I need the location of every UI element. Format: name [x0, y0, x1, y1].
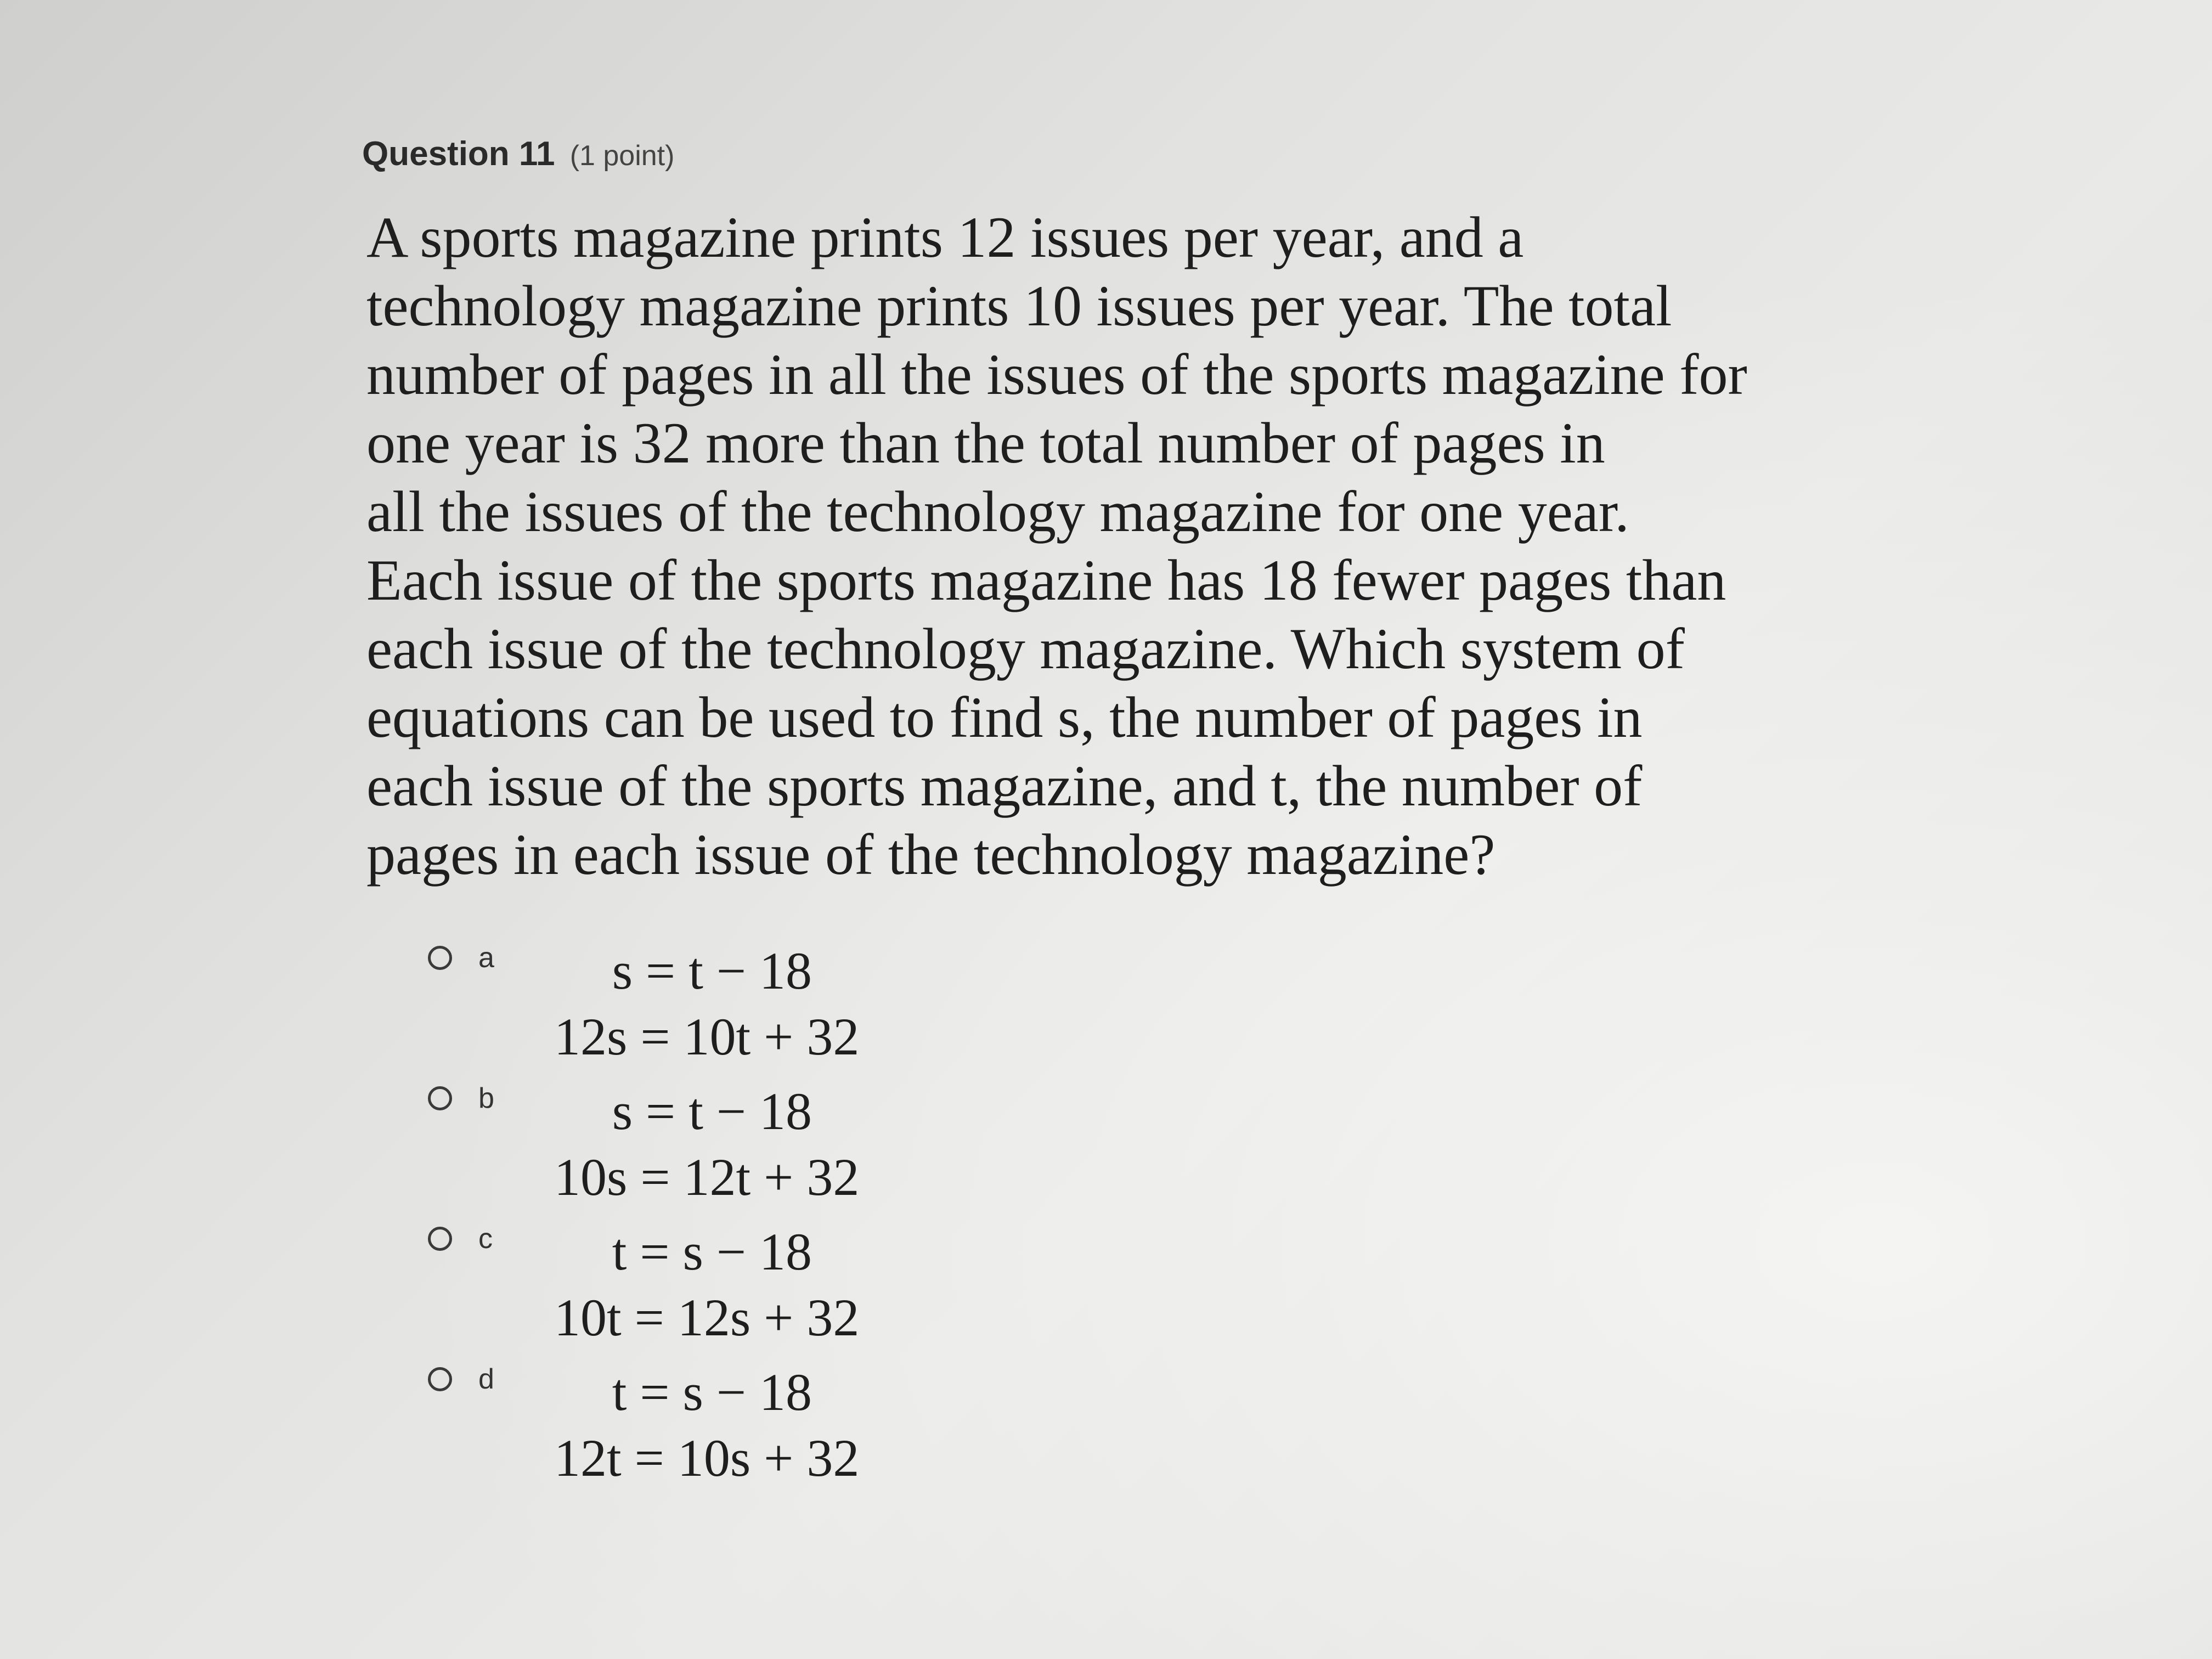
equation: t = s − 18	[612, 1363, 812, 1421]
question-line: pages in each issue of the technology magazine?	[366, 822, 1496, 887]
option-letter: b	[478, 1082, 494, 1114]
equation: 10s = 12t + 32	[554, 1148, 860, 1206]
radio-button-b[interactable]	[428, 1086, 452, 1110]
equation: s = t − 18	[612, 1082, 812, 1141]
radio-button-d[interactable]	[428, 1367, 452, 1391]
question-number: Question 11	[362, 135, 555, 173]
option-letter: c	[478, 1223, 493, 1255]
equation: 12s = 10t + 32	[554, 1007, 860, 1066]
question-text	[366, 203, 1903, 889]
question-line: each issue of the sports magazine, and t, the number of	[366, 754, 1643, 818]
question-line: equations can be used to find s, the number of pages in	[366, 685, 1643, 749]
equation-system	[554, 1219, 860, 1351]
equation-system	[554, 1079, 860, 1210]
radio-button-c[interactable]	[428, 1227, 452, 1251]
question-line: one year is 32 more than the total number of pages in	[366, 411, 1605, 475]
question-points: (1 point)	[569, 140, 675, 172]
equation: t = s − 18	[612, 1222, 812, 1281]
question-line: Each issue of the sports magazine has 18 fewer pages than	[366, 548, 1726, 612]
option-letter: d	[478, 1363, 494, 1395]
question-line: each issue of the technology magazine. Which system of	[366, 617, 1685, 681]
option-letter: a	[478, 942, 494, 974]
equation: 10t = 12s + 32	[554, 1288, 860, 1347]
question-line: technology magazine prints 10 issues per year. The total	[366, 274, 1672, 338]
equation-system	[554, 938, 860, 1070]
question-line: A sports magazine prints 12 issues per year, and a	[366, 205, 1524, 269]
question-header	[362, 134, 674, 173]
equation-system	[554, 1359, 860, 1491]
radio-button-a[interactable]	[428, 946, 452, 970]
equation: s = t − 18	[612, 941, 812, 1000]
question-line: number of pages in all the issues of the sports magazine for	[366, 342, 1747, 407]
equation: 12t = 10s + 32	[554, 1429, 860, 1487]
question-line: all the issues of the technology magazine for one year.	[366, 479, 1629, 544]
